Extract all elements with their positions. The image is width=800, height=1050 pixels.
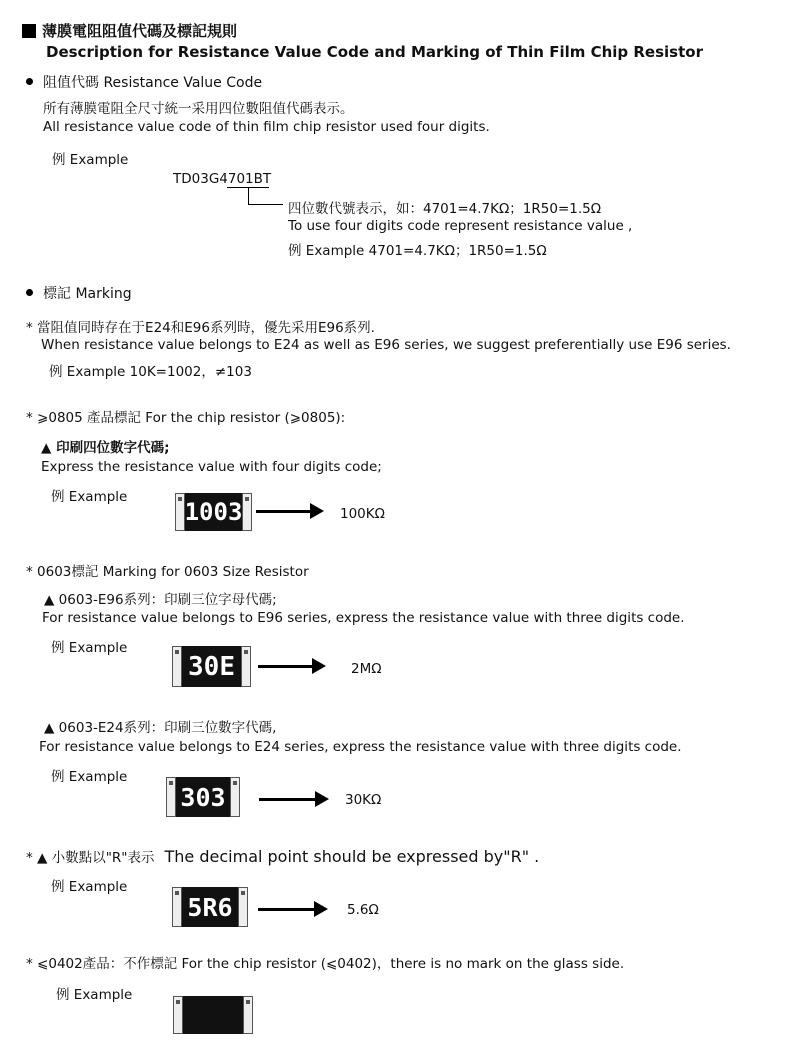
s0603-e24-example-label: 例 Example [51, 769, 128, 785]
s0805-sub-en: Express the resistance value with four digits code; [41, 459, 382, 475]
chip-resistor-0603-e96 [172, 646, 251, 687]
decimal-example-label: 例 Example [51, 879, 128, 895]
chip-code: 1003 [184, 498, 243, 526]
code-example-label: 例 Example [52, 152, 129, 168]
s0805-heading: * ⩾0805 產品標記 For the chip resistor (⩾0805): [26, 410, 346, 426]
marking-pref-zh: * 當阻值同時存在于E24和E96系列時，優先采用E96系列. [26, 320, 375, 336]
code-bracket [248, 188, 283, 205]
s0402-example-label: 例 Example [56, 987, 133, 1003]
chip-resistor-0402-blank [173, 996, 253, 1034]
marking-pref-example: 例 Example 10K=1002，≠103 [49, 364, 252, 380]
chip-code: 30E [188, 651, 235, 682]
chip-terminal [242, 493, 252, 531]
s0603-e96-value: 2MΩ [351, 661, 382, 677]
chip-terminal [230, 777, 240, 817]
chip-code: 5R6 [187, 892, 233, 922]
arrow-icon [259, 798, 317, 801]
chip-resistor-0603-e24 [166, 777, 240, 817]
marking-heading-text: 標記 Marking [43, 286, 132, 302]
chip-terminal [243, 996, 253, 1034]
s0402-heading: * ⩽0402產品：不作標記 For the chip resistor (⩽0402)，there is no mark on the glass side. [26, 956, 625, 972]
code-note-example: 例 Example 4701=4.7KΩ；1R50=1.5Ω [288, 243, 547, 259]
decimal-value: 5.6Ω [347, 902, 379, 918]
arrow-icon [256, 510, 312, 513]
chip-terminal [238, 887, 248, 927]
marking-pref-en: When resistance value belongs to E24 as well as E96 series, we suggest preferentially use E96 series. [41, 337, 731, 353]
s0805-example-label: 例 Example [51, 489, 128, 505]
code-heading [26, 72, 262, 92]
chip-terminal [175, 493, 185, 531]
square-bullet-icon [22, 24, 36, 38]
code-note-zh: 四位數代號表示，如：4701=4.7KΩ；1R50=1.5Ω [288, 201, 602, 217]
arrow-icon [258, 908, 316, 911]
chip-terminal [166, 777, 176, 817]
decimal-heading-en: The decimal point should be expressed by"R" . [164, 847, 540, 866]
code-line-en: All resistance value code of thin film chip resistor used four digits. [43, 119, 490, 135]
s0805-value: 100KΩ [340, 506, 385, 522]
s0603-e96-en: For resistance value belongs to E96 series, express the resistance value with three digits code. [42, 610, 685, 626]
code-heading-text: 阻值代碼 Resistance Value Code [43, 75, 263, 91]
chip-resistor-0805 [175, 493, 252, 531]
code-line-zh: 所有薄膜電阻全尺寸統一采用四位數阻值代碼表示。 [43, 101, 354, 117]
page-title [22, 20, 237, 41]
s0603-e96-zh: ▲ 0603-E96系列：印刷三位字母代碼; [44, 592, 277, 608]
chip-terminal [173, 996, 183, 1034]
chip-terminal [172, 646, 182, 687]
s0603-heading: * 0603標記 Marking for 0603 Size Resistor [26, 564, 309, 580]
s0805-sub-zh: ▲ 印刷四位數字代碼; [41, 440, 170, 456]
chip-terminal [241, 646, 251, 687]
title-zh: 薄膜電阻阻值代碼及標記規則 [42, 22, 238, 40]
chip-terminal [172, 887, 182, 927]
part-number: TD03G4701BT [173, 171, 272, 187]
chip-code: 303 [180, 782, 226, 812]
chip-resistor-decimal [172, 887, 248, 927]
s0603-e24-en: For resistance value belongs to E24 series, express the resistance value with three digits code. [39, 739, 682, 755]
code-note-en: To use four digits code represent resistance value , [288, 218, 633, 234]
arrow-icon [258, 665, 314, 668]
s0603-e96-example-label: 例 Example [51, 640, 128, 656]
bullet-icon [26, 289, 33, 296]
decimal-heading [26, 846, 539, 866]
marking-heading [26, 283, 132, 303]
page-subtitle: Description for Resistance Value Code and Marking of Thin Film Chip Resistor [46, 43, 703, 61]
decimal-heading-zh: * ▲ 小數點以"R"表示 [26, 850, 155, 866]
s0603-e24-value: 30KΩ [345, 792, 382, 808]
bullet-icon [26, 78, 33, 85]
s0603-e24-zh: ▲ 0603-E24系列：印刷三位數字代碼, [44, 720, 277, 736]
